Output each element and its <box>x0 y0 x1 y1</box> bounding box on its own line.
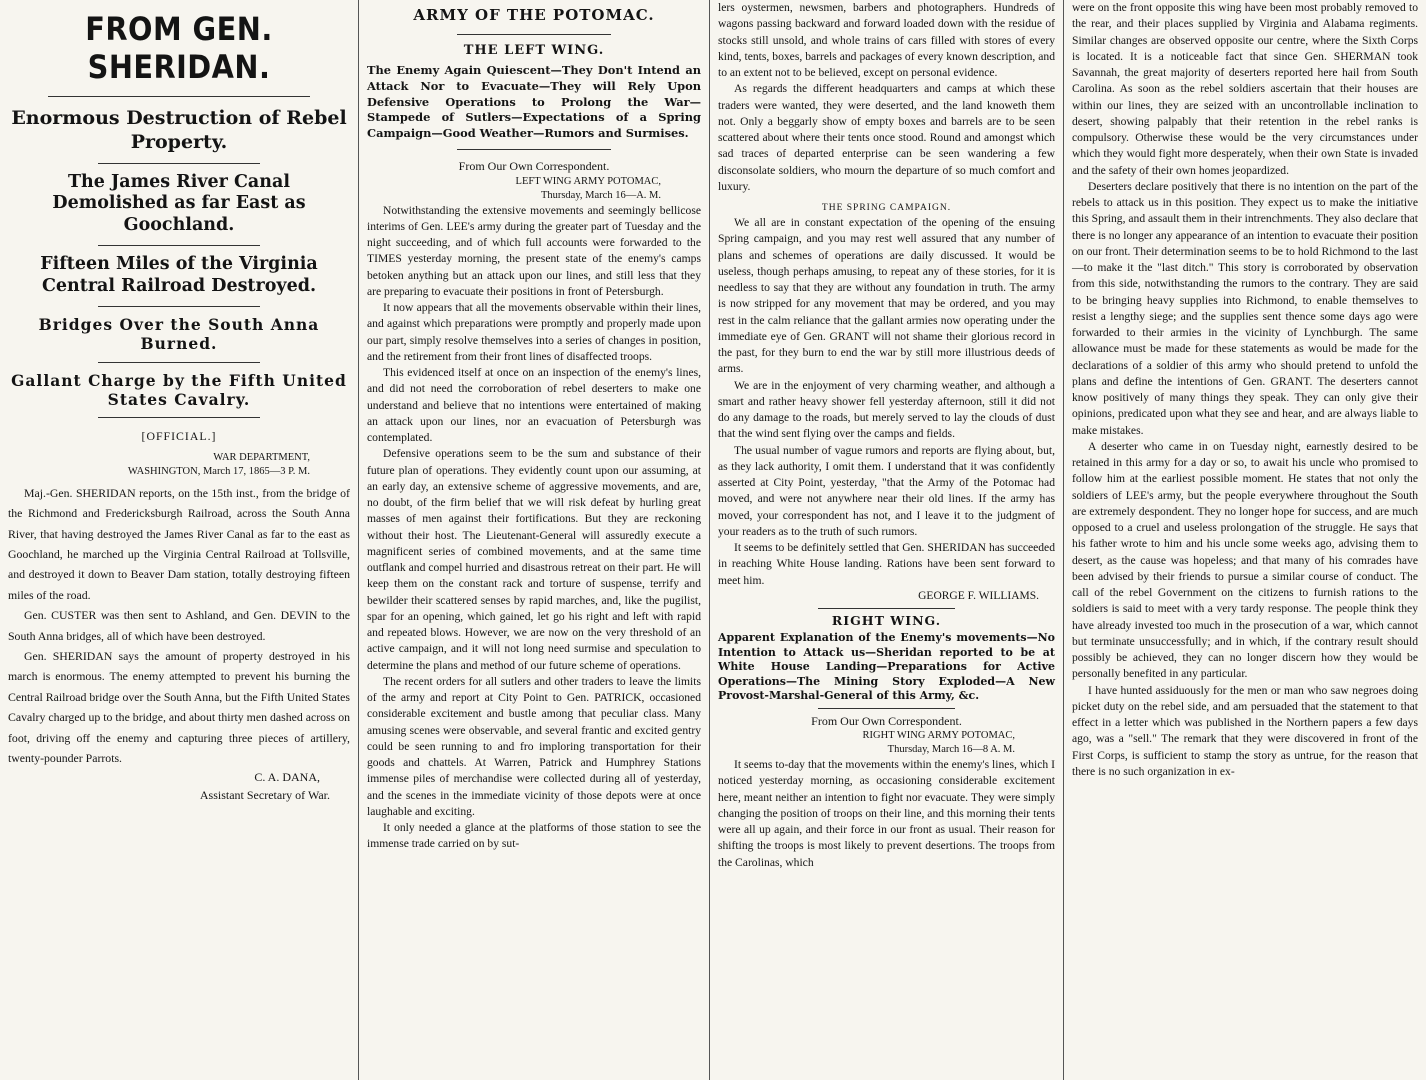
dept-line: WAR DEPARTMENT, <box>213 451 310 463</box>
body-paragraph: We all are in constant expectation of the opening of the ensuing Spring campaign, and you may rest well assured that any number of plans and schemes of operations are daily discussed. It would be useless, though perhaps amusing, to repeat any of these stories, for it is needless to say that they are without any foundation in truth. The army is now stripped for any movement that may be ordered, and you may rest in the calm reliance that the gallant armies now operating under the immediate eye of Gen. GRANT will not shame their glorious record in the past, for they burn to end the war by still more illustrious deeds of arms. <box>718 216 1055 376</box>
body-paragraph: It seems to-day that the movements within the enemy's lines, which I noticed yesterday morning, as occasioning considerable excitement here, meant neither an intention to fight nor evacuate. They were simply changing the position of troops on their line, and this morning their tents were all up again, and their force in our front as usual. Their reason for shifting the troops is most likely to prevent desertions. The troops from the Carolinas, which <box>718 758 1055 869</box>
divider <box>48 96 310 97</box>
correspondent-line: From Our Own Correspondent. <box>811 713 962 728</box>
body-paragraph: We are in the enjoyment of very charming weather, and although a smart and rather heavy shower fell yesterday afternoon, still it did not do any damage to the roads, but merely served to lay the clouds of dust that the wind sent flying over the camps and fields. <box>718 378 1055 441</box>
official-label: [OFFICIAL.] <box>141 429 217 444</box>
dateline: LEFT WING ARMY POTOMAC, <box>515 175 661 187</box>
body-paragraph: As regards the different headquarters and camps at which these traders were wanted, they were deserted, and the land knoweth them not. Only a beggarly show of empty boxes and barrels are to be seen scattered about where their tents once stood. Round and amongst which sad traces of departed enterprise can be seen wandering a few disconsolate soldiers, who mourn the departure of so much comfort and luxury. <box>718 82 1055 193</box>
body-paragraph: Notwithstanding the extensive movements and seemingly bellicose interims of Gen. LEE's army during the greater part of Tuesday and the night succeeding, and of which full accounts were forwarded to the TIMES yesterday morning, the present state of the enemy's camps betoken anything but an attack upon our lines, and still less that they are preparing to evacuate their positions in front of Petersburgh. <box>367 203 701 298</box>
body-paragraph: Maj.-Gen. SHERIDAN reports, on the 15th inst., from the bridge of the Richmond and Fredericksburgh Railroad, across the South Anna River, that having destroyed the James River Canal as far to the east as Goochland, he marched up the Virginia Central Railroad at Tollsville, and destroyed it down to Beaver Dam station, totally destroying fifteen miles of the road. <box>8 485 350 602</box>
body-paragraph: I have hunted assiduously for the men or man who saw negroes doing picket duty on the rebel side, and am persuaded that the statement to that effect in a letter which was published in the Northern papers a few days ago, was a "sell." The remark that they were discovered in front of the First Corps, is sufficient to stamp the story as untrue, for the reason that there is no such organization in ex- <box>1072 683 1418 778</box>
dateline: Thursday, March 16—8 A. M. <box>887 744 1015 756</box>
divider <box>98 362 260 363</box>
body-paragraph: It seems to be definitely settled that Gen. SHERIDAN has succeeded in reaching White House landing. Rations have been sent forward to meet him. <box>718 541 1055 587</box>
summary-deck: The Enemy Again Quiescent—They Don't Intend an Attack Nor to Evacuate—They will Rely Upon Defensive Operations to Prolong the War—Stampede of Sutlers—Expectations of a Spring Campaign—Good Weather—Rumors and Surmises. <box>367 63 701 140</box>
section-subheadline: THE LEFT WING. <box>463 42 605 58</box>
signature-name: GEORGE F. WILLIAMS. <box>918 589 1039 602</box>
body-paragraph: were on the front opposite this wing have been most probably removed to the rear, and their places supplied by Virginia and Alabama regiments. Similar changes are observed opposite our centre, where the Sixth Corps is located. It is a noticeable fact that since Gen. SHERMAN took Savannah, the great majority of deserters reported here hail from South Carolina. As soon as the rebel soldiers ascertain that their houses are within our lines, they are seized with an uncontrollable inclination to desert, showing palpably that their retention in the rebel ranks is compulsory. Otherwise these would be the very circumstances under which they would fight more desperately, when their own State is invaded and the safety of their own homes jeopardized. <box>1072 1 1418 177</box>
section-headline: RIGHT WING. <box>831 612 942 628</box>
deck-headline-3: Fifteen Miles of the Virginia Central Railroad Destroyed. <box>40 254 318 296</box>
body-paragraph: This evidenced itself at once on an inspection of the enemy's lines, and did not need the corroboration of rebel deserters to make one understand and believe that no intentions were entertained of making an attack upon our lines, nor an evacuation of Petersburgh was contemplated. <box>367 366 701 445</box>
deck-headline-1: Enormous Destruction of Rebel Property. <box>11 107 347 153</box>
body-paragraph: Deserters declare positively that there is no intention on the part of the rebels to attack us in this position. They expect us to make the initiative this Spring, and assault them in their intrenchments. They also declare that there is no longer any appearance of an intention to evacuate their position on our front. Their determination seems to be to hold Richmond to the last—to make it the "last ditch." This story is corroborated by observation from this side, notwithstanding the rumors to the contrary. They are said to be bringing heavy supplies into Richmond, to enable themselves to resist a lengthy siege; and the supplies sent thence some days ago were forwarded to their armies in the vicinity of Lynchburgh. The same allowance must be made for these statements as would be made for the declarations of a soldier of this army who should pretend to unfold the plans and define the intentions of Gen. GRANT. The deserters cannot know positively of many things they speak. They can only give their opinions, predicated upon what they see and hear, and are always liable to make mistakes. <box>1072 179 1418 437</box>
column-continuation <box>710 0 1063 1080</box>
summary-deck: Apparent Explanation of the Enemy's movements—No Intention to Attack us—Sheridan reported to be at White House Landing—Preparations for Active Operations—The Mining Story Exploded—A New Provost-Marshal-General of this Army, &c. <box>718 631 1055 703</box>
body-paragraph: The usual number of vague rumors and reports are flying about, but, as they lack authority, I omit them. I understand that it was confidently asserted at City Point, yesterday, "that the Army of the Potomac had moved, and were not anywhere near their old lines. If the army has moved, your correspondent has not, and I leave it to the judgment of your readers as to the truth of such rumors. <box>718 443 1055 538</box>
dateline: WASHINGTON, March 17, 1865—3 P. M. <box>127 465 310 477</box>
signature-title: Assistant Secretary of War. <box>199 788 330 803</box>
banner-headline: FROM GEN. SHERIDAN. <box>85 10 273 86</box>
deck-headline-4: Bridges Over the South Anna Burned. <box>38 314 320 354</box>
body-paragraph: Defensive operations seem to be the sum and substance of their future plan of operations. They evidently count upon our assuming, at an early day, an extensive scheme of aggressive movements, and are, no doubt, of the firm belief that we will risk defeat by hurling great masses of men against their fortifications. But they are reckoning without their host. The Lieutenant-General will assuredly execute a magnificent series of combined movements, and at the same time outflank and compel hurried and disastrous retreat on their part. He will keep them on the constant rack and torture of suspense, terrify and bewilder their scattered senses by rapid marches, and, like the pugilist, spar for an opening, which gained, let go his right and left with rapid and repeated blows. However, we are now on the very threshold of an active campaign, and it will not long need surmise and speculation to determine the plans and method of our future scheme of operations. <box>367 447 701 672</box>
body-paragraph: The recent orders for all sutlers and other traders to leave the limits of the army and report at City Point to Gen. PATRICK, occasioned considerable excitement and bustle among that peculiar class. Many amusing scenes were observable, and several frantic and excited gentry could be seen running to and fro imploring transportation for their goods and chattels. At Warren, Patrick and Humphrey Stations immense piles of merchandise were collected during all of yesterday, and the scenes in the immediate vicinity of those depots were at once laughable and exciting. <box>367 674 701 818</box>
divider <box>457 34 611 35</box>
divider <box>818 608 955 609</box>
divider <box>98 306 260 307</box>
divider <box>457 149 611 150</box>
divider <box>818 708 955 709</box>
body-paragraph: It now appears that all the movements observable within their lines, and against which preparations were promptly and properly made upon our part, simply resolve themselves into a series of changes in position, and the retirement from their front lines of disaffected troops. <box>367 301 701 363</box>
column-left-wing <box>359 0 709 1080</box>
deck-headline-5: Gallant Charge by the Fifth United States Cavalry. <box>11 370 347 409</box>
signature-name: C. A. DANA, <box>254 770 320 785</box>
body-paragraph: Gen. SHERIDAN says the amount of property destroyed in his march is enormous. The enemy attempted to prevent his burning the Central Railroad bridge over the South Anna, but the Fifth United States Cavalry charged up to the bridge, and about thirty men dashed across on foot, driving off the enemy and capturing three pieces of artillery, twenty-pounder Parrots. <box>8 649 350 766</box>
subsection-heading: THE SPRING CAMPAIGN. <box>821 203 952 213</box>
section-headline: ARMY OF THE POTOMAC. <box>413 6 655 24</box>
body-paragraph: A deserter who came in on Tuesday night, earnestly desired to be retained in this army for a day or so, to await his uncle who promised to follow him at the earliest possible moment. He states that not only the soldiers of LEE's army, but the people everywhere throughout the South are extremely despondent. They no longer hope for success, and are much opposed to a cruel and useless prolongation of the struggle. He says that his father wrote to him and his uncle some weeks ago, advising them to desert, as the cause was hopeless; and that many of his comrades have been advised by their friends to pursue a similar course of conduct. The call of the rebel Government on the citizens to furnish rations to the soldiers is said to meet with a very tardy response. The people think they have already invested too much in the prosecution of a war, which cannot but terminate unsuccessfully; and in which, if the contrary result should possibly be achieved, they can no longer discern how they would be personally benefited in any particular. <box>1072 439 1418 681</box>
correspondent-line: From Our Own Correspondent. <box>458 159 610 174</box>
body-paragraph: Gen. CUSTER was then sent to Ashland, and Gen. DEVIN to the South Anna bridges, all of which have been destroyed. <box>8 608 350 643</box>
body-paragraph: lers oystermen, newsmen, barbers and photographers. Hundreds of wagons passing backward and forward loaded down with the residue of stocks still unsold, and whole trains of cars filled with stores of every kind, tents, boxes, barrels and packages of every known description, and to an extent not to be believed, except on personal evidence. <box>718 1 1055 79</box>
column-sheridan <box>0 0 358 1080</box>
dateline: RIGHT WING ARMY POTOMAC, <box>862 730 1015 742</box>
body-paragraph: It only needed a glance at the platforms of those station to see the immense trade carried on by sut- <box>367 821 701 851</box>
dateline: Thursday, March 16—A. M. <box>540 189 661 201</box>
deck-headline-2: The James River Canal Demolished as far East as Goochland. <box>52 171 306 236</box>
divider <box>98 163 260 164</box>
divider <box>98 417 260 418</box>
divider <box>98 245 260 246</box>
column-right-wing-continued <box>1064 0 1426 1080</box>
